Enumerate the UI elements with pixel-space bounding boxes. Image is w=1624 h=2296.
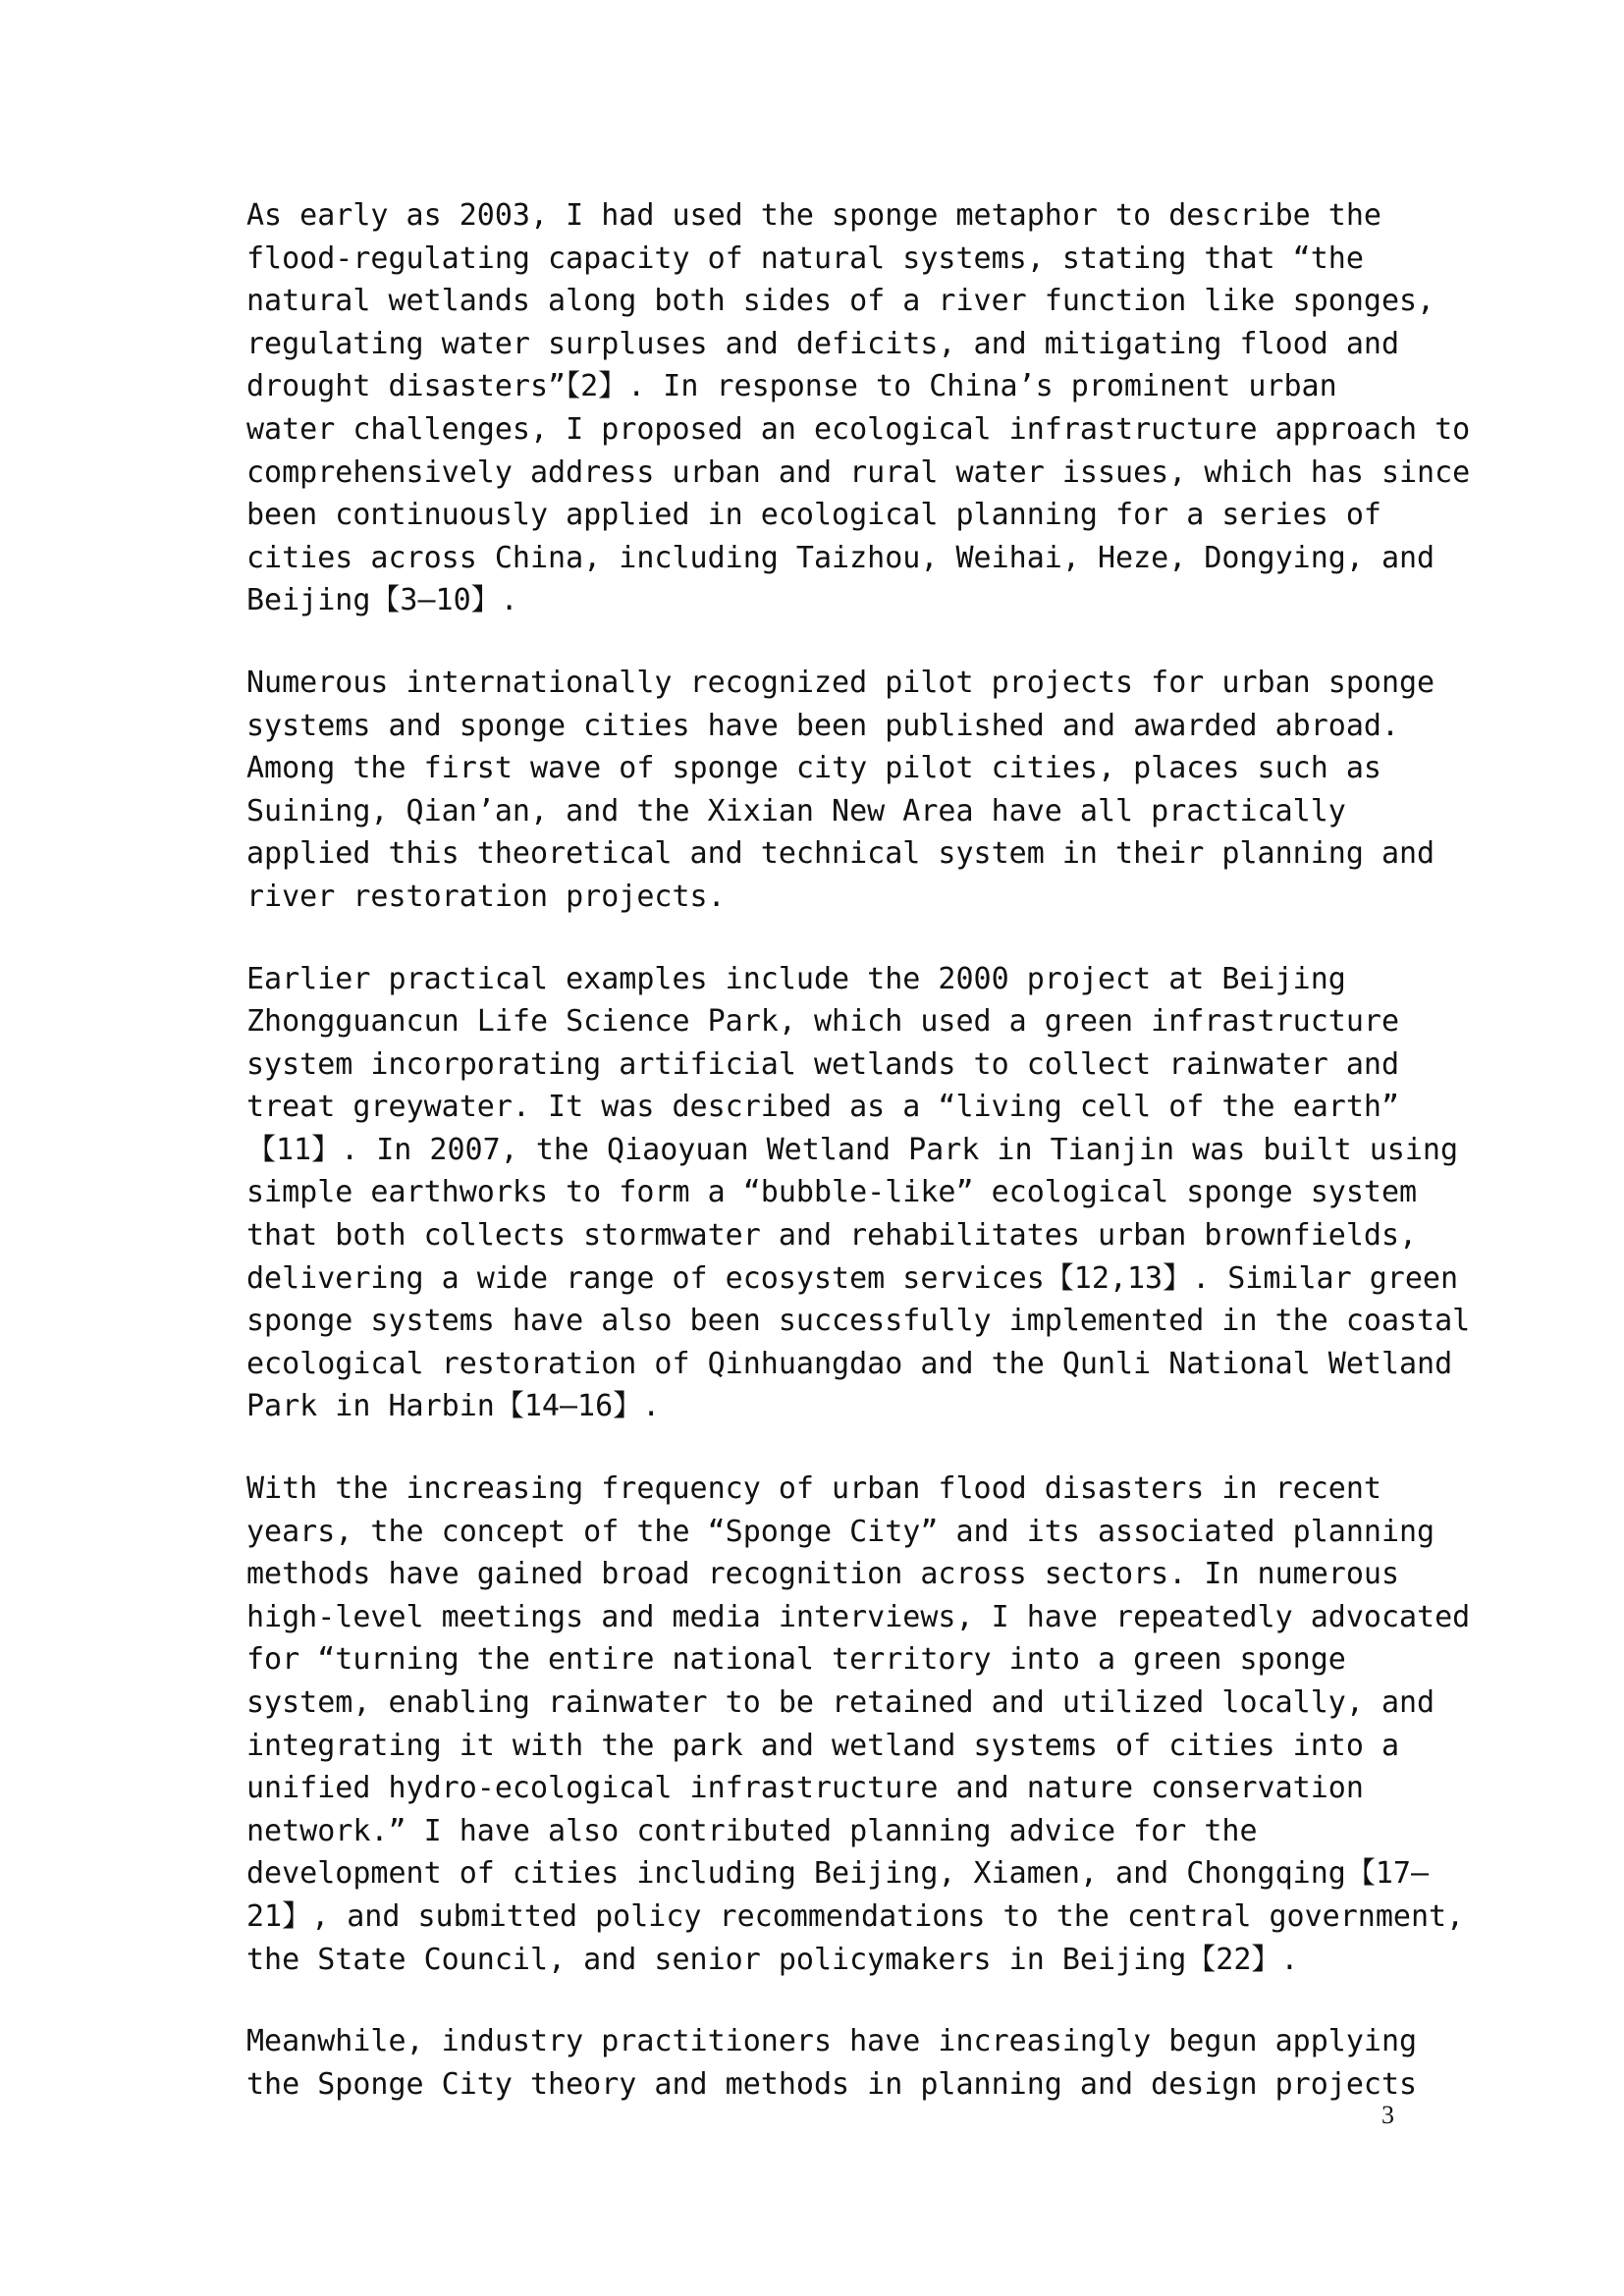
text-line: been continuously applied in ecological planning for a series of — [246, 498, 1381, 533]
text-line: 【11】. In 2007, the Qiaoyuan Wetland Park in Tianjin was built using — [246, 1132, 1458, 1167]
page-body — [246, 194, 1471, 2145]
text-line: With the increasing frequency of urban flood disasters in recent — [246, 1471, 1381, 1507]
text-line: unified hydro-ecological infrastructure and nature conservation — [246, 1771, 1364, 1806]
paragraph-pilot-projects — [246, 662, 1435, 919]
text-line: cities across China, including Taizhou, Weihai, Heze, Dongying, and — [246, 540, 1435, 575]
paragraph-industry-practitioners — [246, 2020, 1418, 2106]
paragraph-earlier-examples — [246, 958, 1471, 1429]
text-line: simple earthworks to form a “bubble-like” ecological sponge system — [246, 1175, 1418, 1210]
text-line: applied this theoretical and technical system in their planning and — [246, 836, 1435, 872]
text-line: regulating water surpluses and deficits, and mitigating flood and — [246, 326, 1399, 361]
text-line: the State Council, and senior policymakers in Beijing【22】. — [246, 1942, 1299, 1977]
text-line: methods have gained broad recognition across sectors. In numerous — [246, 1557, 1399, 1592]
paragraph-flood-disasters — [246, 1468, 1471, 1981]
text-line: comprehensively address urban and rural water issues, which has since — [246, 454, 1471, 490]
text-line: development of cities including Beijing, Xiamen, and Chongqing【17– — [246, 1856, 1429, 1892]
paragraph-early-sponge-metaphor — [246, 194, 1471, 622]
text-line: As early as 2003, I had used the sponge metaphor to describe the — [246, 198, 1381, 233]
text-line: system incorporating artificial wetlands to collect rainwater and — [246, 1046, 1399, 1082]
text-line: high-level meetings and media interviews, I have repeatedly advocated — [246, 1599, 1471, 1634]
text-line: Meanwhile, industry practitioners have increasingly begun applying — [246, 2024, 1418, 2059]
text-line: Park in Harbin【14–16】. — [246, 1389, 661, 1424]
text-line: systems and sponge cities have been published and awarded abroad. — [246, 708, 1399, 743]
text-line: sponge systems have also been successfully implemented in the coastal — [246, 1304, 1471, 1339]
text-line: treat greywater. It was described as a “living cell of the earth” — [246, 1090, 1399, 1125]
text-line: that both collects stormwater and rehabilitates urban brownfields, — [246, 1218, 1418, 1254]
text-line: delivering a wide range of ecosystem services【12,13】. Similar green — [246, 1260, 1458, 1296]
text-line: river restoration projects. — [246, 879, 726, 914]
text-line: system, enabling rainwater to be retained and utilized locally, and — [246, 1685, 1435, 1720]
text-line: the Sponge City theory and methods in planning and design projects — [246, 2066, 1418, 2102]
text-line: Among the first wave of sponge city pilot cities, places such as — [246, 751, 1381, 786]
text-line: years, the concept of the “Sponge City” and its associated planning — [246, 1514, 1435, 1549]
text-line: for “turning the entire national territory into a green sponge — [246, 1642, 1346, 1678]
text-line: Zhongguancun Life Science Park, which used a green infrastructure — [246, 1004, 1399, 1040]
text-line: natural wetlands along both sides of a river function like sponges, — [246, 284, 1435, 319]
text-line: drought disasters”【2】. In response to China’s prominent urban — [246, 369, 1337, 404]
text-line: Numerous internationally recognized pilot projects for urban sponge — [246, 665, 1435, 700]
text-line: ecological restoration of Qinhuangdao and the Qunli National Wetland — [246, 1346, 1453, 1381]
text-line: flood-regulating capacity of natural systems, stating that “the — [246, 240, 1364, 276]
text-line: Earlier practical examples include the 2000 project at Beijing — [246, 961, 1346, 996]
page-number: 3 — [1381, 2101, 1394, 2129]
text-line: Suining, Qian’an, and the Xixian New Area have all practically — [246, 793, 1346, 828]
text-line: integrating it with the park and wetland systems of cities into a — [246, 1728, 1399, 1763]
text-line: 21】, and submitted policy recommendations to the central government, — [246, 1898, 1465, 1934]
text-line: Beijing【3–10】. — [246, 583, 518, 618]
text-line: water challenges, I proposed an ecological infrastructure approach to — [246, 411, 1471, 447]
text-line: network.” I have also contributed planning advice for the — [246, 1813, 1258, 1848]
